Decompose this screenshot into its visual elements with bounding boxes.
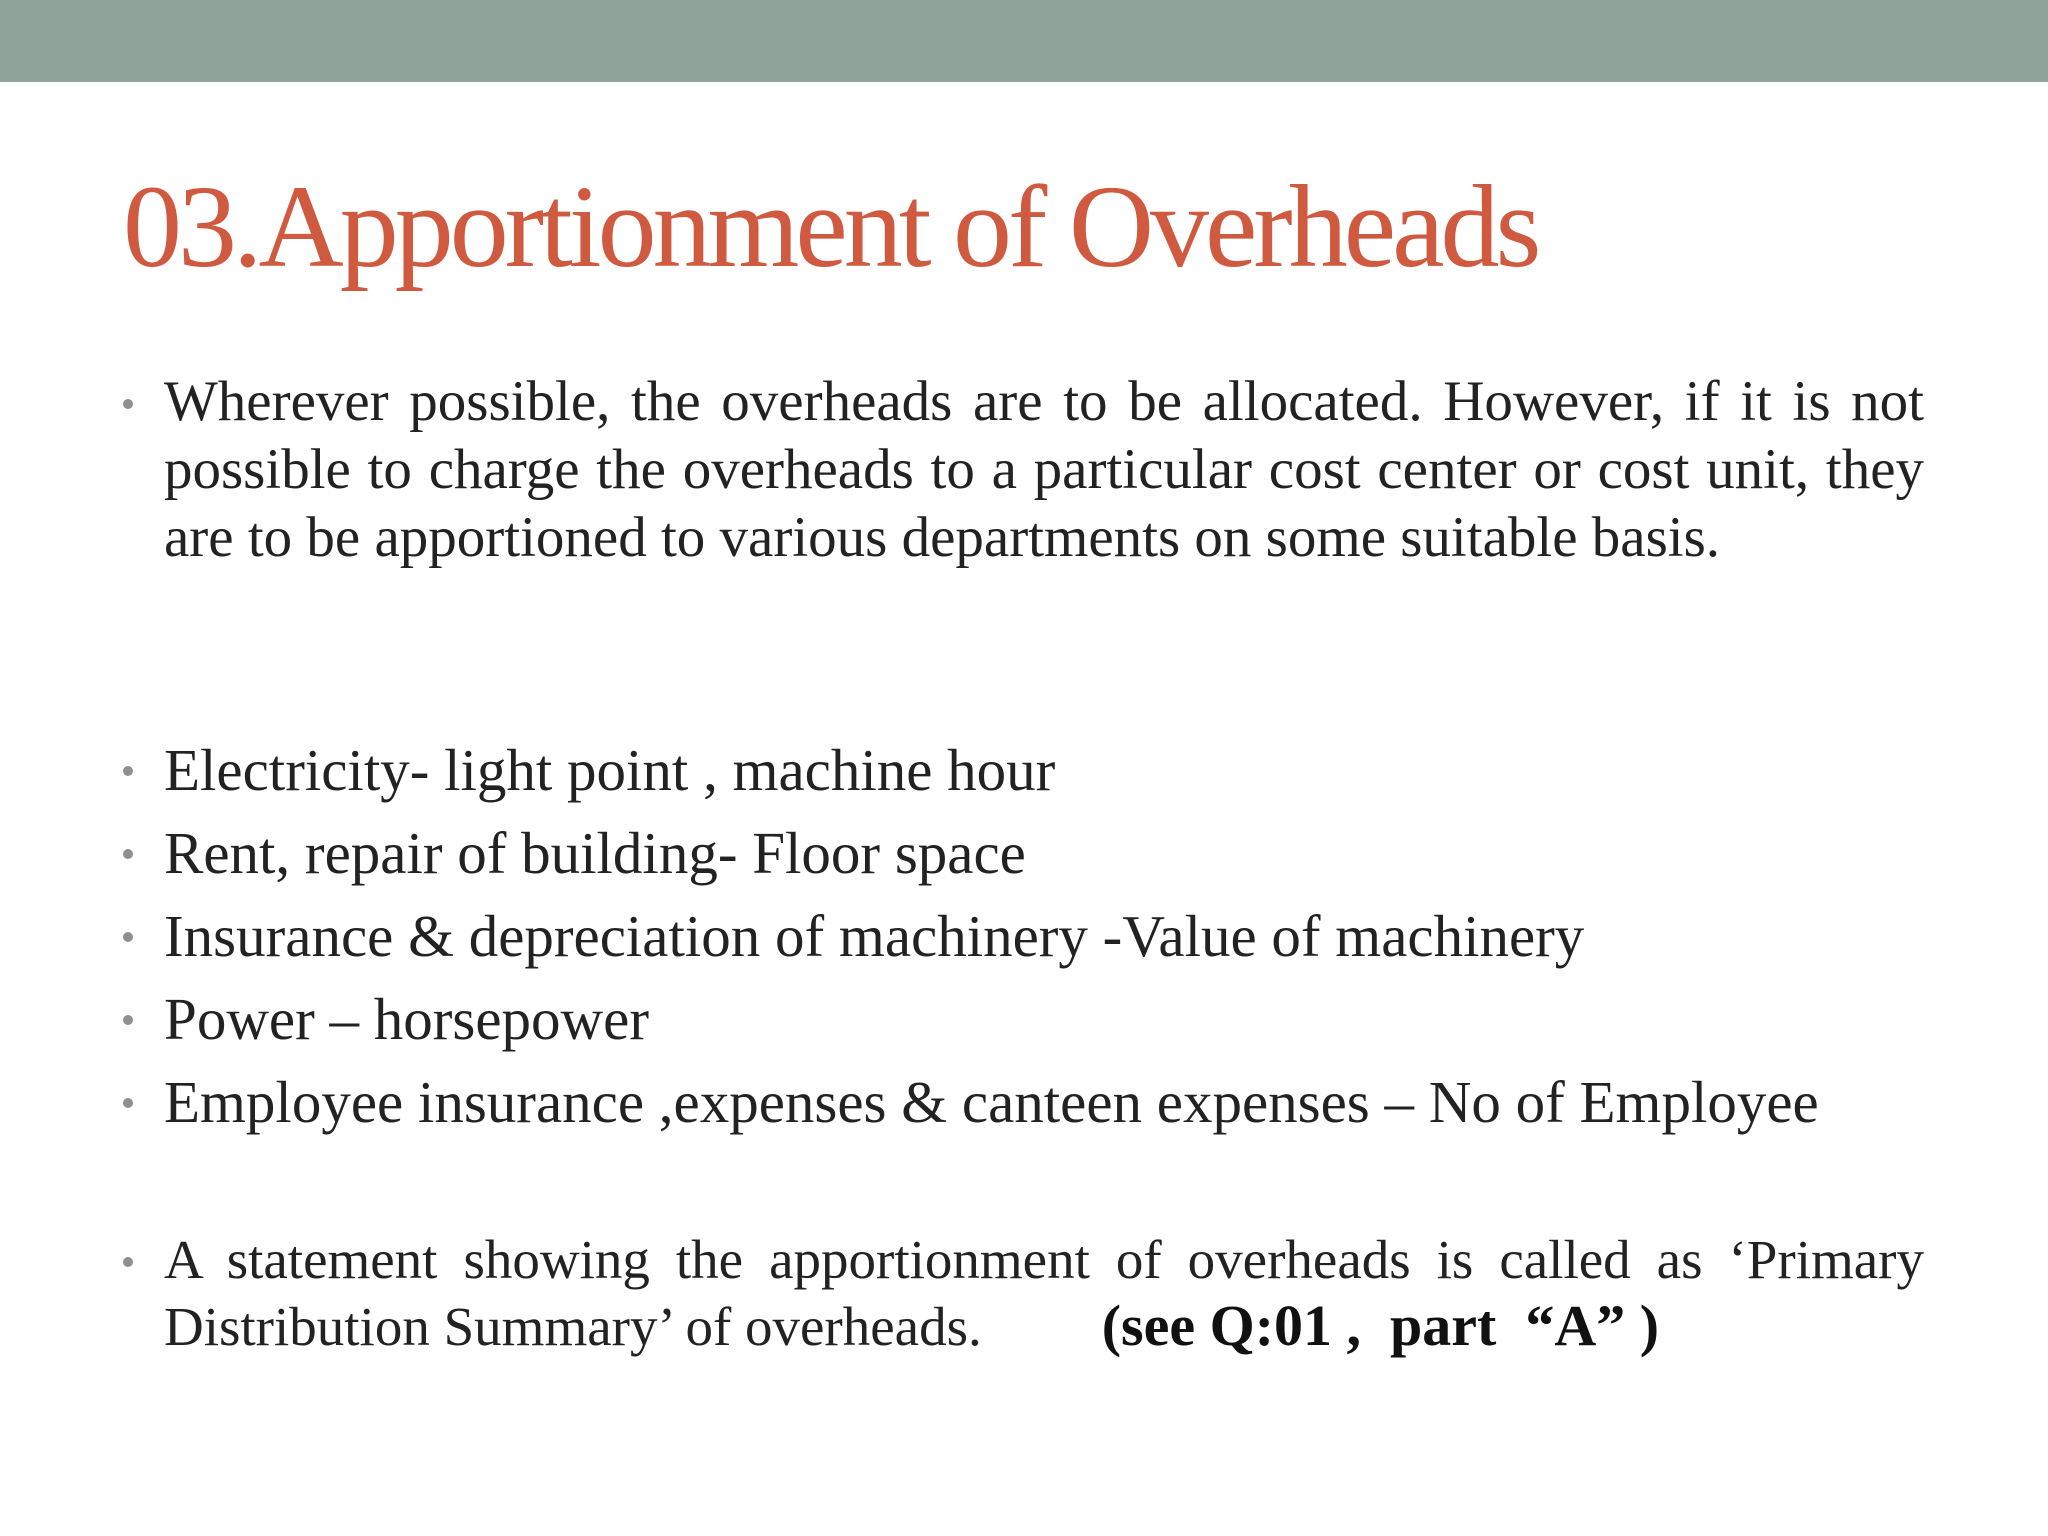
bullet-dot xyxy=(123,399,133,409)
bullet-dot xyxy=(123,1257,133,1267)
summary-note xyxy=(164,1227,1924,1360)
bullet-dot xyxy=(123,1015,133,1025)
basis-item-insurance: Insurance & depreciation of machinery -Value of machinery xyxy=(164,903,1585,969)
bullet-dot xyxy=(123,849,133,859)
basis-item-electricity: Electricity- light point , machine hour xyxy=(164,737,1056,803)
slide-title: 03.Apportionment of Overheads xyxy=(123,161,1538,292)
intro-paragraph: Wherever possible, the overheads are to be allocated. However, if it is not possible to charge the overheads to a particular cost center or cost unit, they are to be apportioned to various departments on some suitable basis. xyxy=(164,370,1924,569)
bullet-dot xyxy=(123,766,133,776)
question-reference: (see Q:01 , part “A” ) xyxy=(1101,1293,1660,1358)
bullet-dot xyxy=(123,932,133,942)
basis-item-rent: Rent, repair of building- Floor space xyxy=(164,820,1026,886)
basis-item-employee: Employee insurance ,expenses & canteen expenses – No of Employee xyxy=(164,1069,1819,1135)
bullet-dot xyxy=(123,1098,133,1108)
basis-item-power: Power – horsepower xyxy=(164,986,649,1052)
top-accent-bar xyxy=(0,0,2048,82)
summary-note-text: A statement showing the apportionment of overheads is called as ‘Primary Distribution Summary’ of overheads. xyxy=(164,1229,1924,1357)
